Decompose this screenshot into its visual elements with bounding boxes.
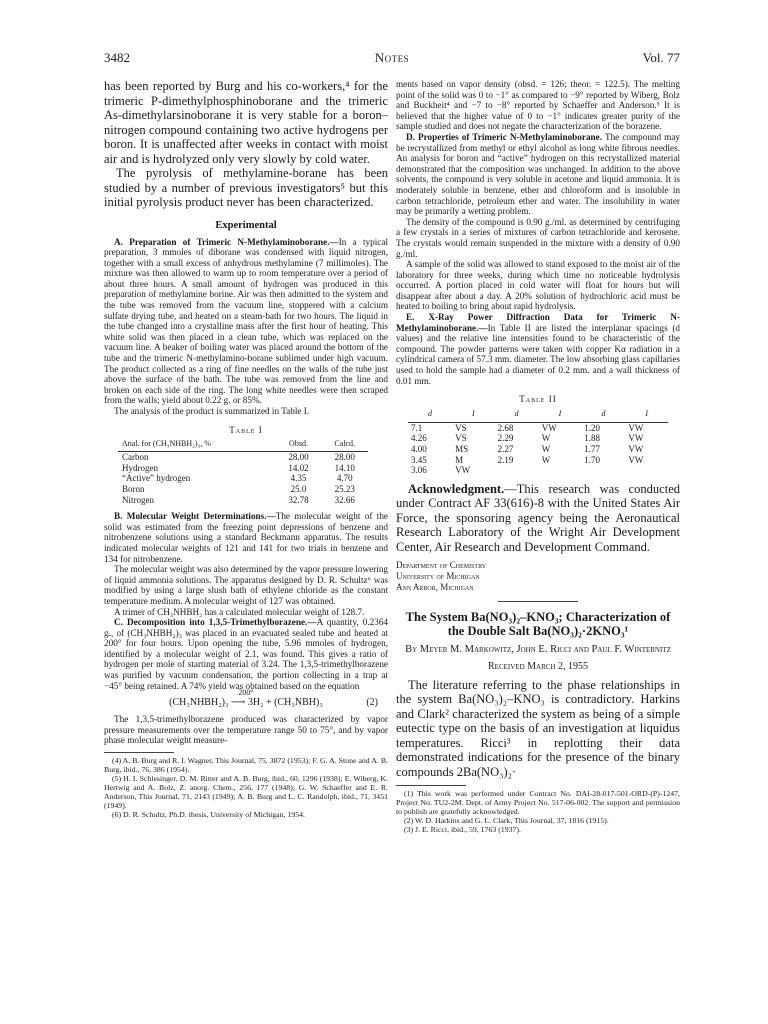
section-e xyxy=(396,312,680,386)
article-authors: By Meyer M. Markowitz, John E. Ricci and Paul F. Winternitz xyxy=(405,644,671,656)
table-row xyxy=(408,433,668,444)
table-cell: 3.06 xyxy=(411,465,427,476)
section-a xyxy=(104,237,388,407)
received-date: Received March 2, 1955 xyxy=(488,660,588,672)
table-row xyxy=(408,455,668,466)
right-column xyxy=(396,79,680,984)
footnote: (3) J. E. Ricci, ibid., 59, 1763 (1937). xyxy=(404,825,521,835)
affiliation-line: Department of Chemistry xyxy=(396,560,487,571)
acknowledgment-text: —This research was conducted under Contract AF 33(616)-8 with the United States Air Force, the sponsoring agency being the Aeronautical Research Laboratory of the Wright Air Development Center, Air Research and Development Command. xyxy=(396,481,680,554)
article-separator xyxy=(498,601,578,602)
table-cell: Boron xyxy=(122,483,145,494)
table-row xyxy=(408,422,668,433)
paragraph: A trimer of CH₃NHBH₂ has a calculated molecular weight of 128.7. xyxy=(114,606,365,617)
table-cell xyxy=(625,465,668,476)
paragraph: The 1,3,5-trimethylborazene produced was characterized by vapor pressure measurements over the temperature range 50 to 75°, and by vapor phase molecular weight measure- xyxy=(104,714,388,746)
analysis-table xyxy=(118,439,368,506)
paragraph: A sample of the solid was allowed to stand exposed to the moist air of the laboratory for three weeks, during which time no noticeable hydrolysis occurred. A portion placed in cold water will float for hours but will disappear after about a day. A 20% solution of hydrochloric acid must be heated to boiling to bring about rapid hydrolysis. xyxy=(396,259,680,312)
table-cell xyxy=(539,465,582,476)
column-header: Anal. for (CH₃NHBH₂)₃, % xyxy=(118,439,276,452)
section-heading: Experimental xyxy=(215,219,277,231)
table-cell: 1.20 xyxy=(584,422,601,433)
table-title: Table II xyxy=(519,394,557,405)
table-cell: Hydrogen xyxy=(122,462,158,473)
table-cell: VW xyxy=(628,422,644,433)
table-cell: 3.45 xyxy=(411,454,427,465)
page-header xyxy=(104,50,680,70)
column-header: d xyxy=(495,408,539,422)
article-title: The System Ba(NO₃)₂–KNO₃; Characterization of the Double Salt Ba(NO₃)₂·2KNO₃¹ xyxy=(405,610,671,639)
table-cell: 2.19 xyxy=(497,454,514,465)
acknowledgment-heading: Acknowledgment. xyxy=(408,481,505,496)
volume-label: Vol. 77 xyxy=(642,50,680,65)
table-cell: 32.66 xyxy=(334,494,355,505)
table-cell: W xyxy=(541,433,551,444)
table-cell: 25.23 xyxy=(334,483,355,494)
table-cell: 4.26 xyxy=(411,433,427,444)
table-cell: 14.10 xyxy=(334,462,355,473)
footnote: (5) H. I. Schlesinger, D. M. Ritter and A. B. Burg, ibid., 60, 1296 (1938); E. Wiberg, K. Hertwig and A. Bolz, Z. anorg. Chem., 256, 177 (1948); G. W. Schaeffer and E. R. Anderson, This Journal, 71, 2143 (1949); A. B. Burg and L. C. Randolph, ibid., 71, 3451 (1949). xyxy=(104,774,388,811)
table-row xyxy=(118,452,368,463)
table-cell: 32.78 xyxy=(288,494,309,505)
table-title: Table I xyxy=(229,424,263,435)
subsection-heading: C. Decomposition into 1,3,5-Trimethylborazene.— xyxy=(114,617,317,628)
table-cell: Carbon xyxy=(122,452,149,463)
paragraph: has been reported by Burg and his co-workers,⁴ for the trimeric P-dimethylphosphinoborane and the trimeric As-dimethylarsinoborane it is very stable for a boron–nitrogen compound containing two active hydrogens per boron. It is unaffected after weeks in contact with moist air and is hydrolyzed only very slowly by cold water. xyxy=(104,79,388,166)
section-d xyxy=(396,132,680,217)
subsection-heading: A. Preparation of Trimeric N-Methylaminoborane.— xyxy=(114,236,339,247)
paragraph-text: A quantity, 0.2364 g., of (CH₃NHBH₂)₃ was placed in an evacuated sealed tube and heated at 200° for four hours. Upon opening the tube, 5.96 mmoles of hydrogen, identified by a molecular weight of 2.1, was found. This gives a ratio of hydrogen per mole of starting material of 3.24. The 1,3,5-trimethylborazene was purified by vacuum condensation, the portion collecting in a trap at −45° being retained. A 74% yield was obtained based on the equation xyxy=(104,617,388,691)
table-row xyxy=(118,495,368,506)
table-row xyxy=(118,473,368,484)
left-column xyxy=(104,79,388,984)
paragraph: The molecular weight was also determined by the vapor pressure lowering of liquid ammonia solutions. The apparatus designed by D. R. Schultz⁶ was modified by using a large slush bath of ethylene chloride as the constant temperature medium. A molecular weight of 127 was obtained. xyxy=(104,564,388,606)
column-header: I xyxy=(452,408,495,422)
paragraph: The analysis of the product is summarized in Table I. xyxy=(114,406,310,416)
xray-table xyxy=(408,408,668,476)
column-header: Calcd. xyxy=(321,439,368,452)
footnote-rule xyxy=(104,752,174,753)
table-cell: 4.70 xyxy=(336,473,353,484)
table-cell: 1.77 xyxy=(584,444,601,454)
equation-condition: 200° xyxy=(238,688,254,698)
table-cell: VW xyxy=(455,465,471,476)
paragraph: ments based on vapor density (obsd. = 126; theor. = 122.5). The melting point of the solid was 0 to −1° as compared to −9° reported by Wiberg, Bolz and Buckheit⁴ and −7 to −8° reported by Schaeffer and Anderson.⁵ It is believed that the higher value of 0 to −1° indicates greater purity of the sample studied and does not negate the characterization of the borazene. xyxy=(396,79,680,132)
affiliation-line: University of Michigan xyxy=(396,571,480,582)
table-row xyxy=(118,484,368,495)
page-number: 3482 xyxy=(104,50,130,65)
table-cell: VW xyxy=(628,454,644,465)
table-cell: 1.70 xyxy=(584,454,601,465)
footnote: (4) A. B. Burg and R. I. Wagner, This Journal, 75, 3872 (1953); F. G. A. Stone and A. B. Burg, ibid., 76, 386 (1954). xyxy=(104,756,388,775)
footnote: (1) This work was performed under Contract No. DAI-28-017-501-ORD-(P)-1247, Project No. TU2-2M. Dept. of Army Project No. 517-06-002. The support and permission to publish are gratefully acknowledged. xyxy=(396,789,680,817)
running-title: Notes xyxy=(374,50,410,65)
column-header: d xyxy=(408,408,452,422)
table-cell: VS xyxy=(455,422,467,433)
section-c xyxy=(104,617,388,691)
affiliation xyxy=(396,560,680,593)
table-cell: 4.35 xyxy=(290,473,307,484)
table-cell: MS xyxy=(455,444,469,454)
footnote: (2) W. D. Harkins and G. L. Clark, This Journal, 37, 1816 (1915). xyxy=(404,816,609,826)
table-cell: 28.00 xyxy=(334,452,355,463)
subsection-heading: D. Properties of Trimeric N-Methylaminoborane. xyxy=(406,131,603,142)
paragraph: The pyrolysis of methylamine-borane has been studied by a number of previous investigators⁵ but this initial pyrolysis product never has been characterized. xyxy=(104,166,388,209)
table-cell: 2.27 xyxy=(497,444,514,454)
column-header: I xyxy=(539,408,582,422)
table-cell: 2.68 xyxy=(497,422,514,433)
table-cell: VW xyxy=(628,444,644,454)
table-cell: W xyxy=(541,444,551,454)
table-cell xyxy=(495,465,539,476)
footnote-rule xyxy=(396,785,466,786)
paragraph: The density of the compound is 0.90 g./ml. as determined by centrifuging a few crystals in a series of mixtures of carbon tetrachloride and kerosene. The crystals would remain suspended in the mixture with a density of 0.90 g./ml. xyxy=(396,216,680,259)
section-b xyxy=(104,511,388,564)
table-cell: “Active” hydrogen xyxy=(122,473,191,484)
table-cell: VW xyxy=(628,433,644,444)
acknowledgment xyxy=(396,482,680,555)
table-cell: VW xyxy=(541,422,557,433)
paragraph-text: The molecular weight of the solid was estimated from the freezing point depressions of benzene and nitrobenzene solutions using a standard Beckmann apparatus. The results indicated molecular weights of 121 and 141 for two trials in benzene and 134 for nitrobenzene. xyxy=(104,511,388,564)
subsection-heading: B. Molecular Weight Determinations.— xyxy=(114,511,276,522)
table-cell: 25.0 xyxy=(290,483,307,494)
table-cell: 2.29 xyxy=(497,433,514,444)
footnote: (6) D. R. Schultz, Ph.D. thesis, University of Michigan, 1954. xyxy=(112,810,305,820)
paragraph-text: In a typical preparation, 3 mmoles of diborane was condensed with liquid nitrogen, together with a small excess of anhydrous methylamine (7 millimoles). The mixture was then allowed to warm up to room temperature over a period of about three hours. A small amount of hydrogen was produced in this preparation of methylamine borine. Air was then admitted to the system and the tube was removed from the vacuum line, stoppered with a calcium sulfate drying tube, and heated on a steam-bath for two hours. The liquid in the tube changed into a crystalline mass after the first hour of heating. This white solid was then placed in a clean tube, which was replaced on the vacuum line. A beaker of boiling water was placed around the bottom of the tube and the trimeric N-methylamino-borane sublimed under high vacuum. The product collected as a ring of fine needles on the walls of the tube just above the surface of the bath. The tube was removed from the line and broken on each side of the ring. The long white needles were then scraped from the walls; yield about 0.22 g. or 85%. xyxy=(104,236,388,406)
table-cell: 4.00 xyxy=(411,444,427,454)
subsection-heading: E. X-Ray Power Diffraction Data for Trimeric N-Methylaminoborane.— xyxy=(396,312,680,333)
table-cell: 1.88 xyxy=(584,433,601,444)
equation-text: (CH₃NHBH₂)₃ ⟶ 3H₂ + (CH₃NBH)₃ xyxy=(169,697,323,709)
table-cell xyxy=(581,465,625,476)
column-header: I xyxy=(625,408,668,422)
equation xyxy=(104,688,388,709)
table-cell: M xyxy=(455,454,464,465)
table-row xyxy=(408,444,668,455)
affiliation-line: Ann Arbor, Michigan xyxy=(396,582,474,593)
paragraph-text: In Table II are listed the interplanar spacings (d values) and the relative line intensities found to be characteristic of the compound. The powder patterns were taken with copper Kα radiation in a cylindrical camera of 57.3 mm. diameter. The low absorbing glass capillaries used to hold the sample had a diameter of 0.2 mm. and a wall thickness of 0.01 mm. xyxy=(396,322,680,386)
column-header: Obsd. xyxy=(276,439,322,452)
table-cell: VS xyxy=(455,433,467,444)
paragraph-text: The compound may be recrystallized from methyl or ethyl alcohol as long white fibrous needles. An analysis for boron and “active” hydrogen on this recrystallized material demonstrated that the composition was unchanged. In addition to the above solvents, the compound is very soluble in acetone and liquid ammonia. It is moderately soluble in benzene, ether and chloroform and is insoluble in carbon tetrachloride, petroleum ether and water. The insolubility in water may be primarily a wetting problem. xyxy=(396,131,680,217)
table-cell: 28.00 xyxy=(288,452,309,463)
table-cell: Nitrogen xyxy=(122,494,154,505)
column-header: d xyxy=(581,408,625,422)
table-row xyxy=(408,465,668,476)
table-row xyxy=(118,463,368,474)
table-cell: W xyxy=(541,454,551,465)
table-cell: 14.02 xyxy=(288,462,309,473)
equation-number: (2) xyxy=(366,697,378,709)
table-cell: 7.1 xyxy=(411,422,423,433)
paragraph: The literature referring to the phase relationships in the system Ba(NO₃)₂–KNO₃ is contradictory. Harkins and Clark² characterized the system as being of a simple eutectic type on the basis of an investigation at liquidus temperatures. Ricci³ in replotting their data demonstrated indications for the presence of the binary compounds 2Ba(NO₃)₂· xyxy=(396,677,680,779)
